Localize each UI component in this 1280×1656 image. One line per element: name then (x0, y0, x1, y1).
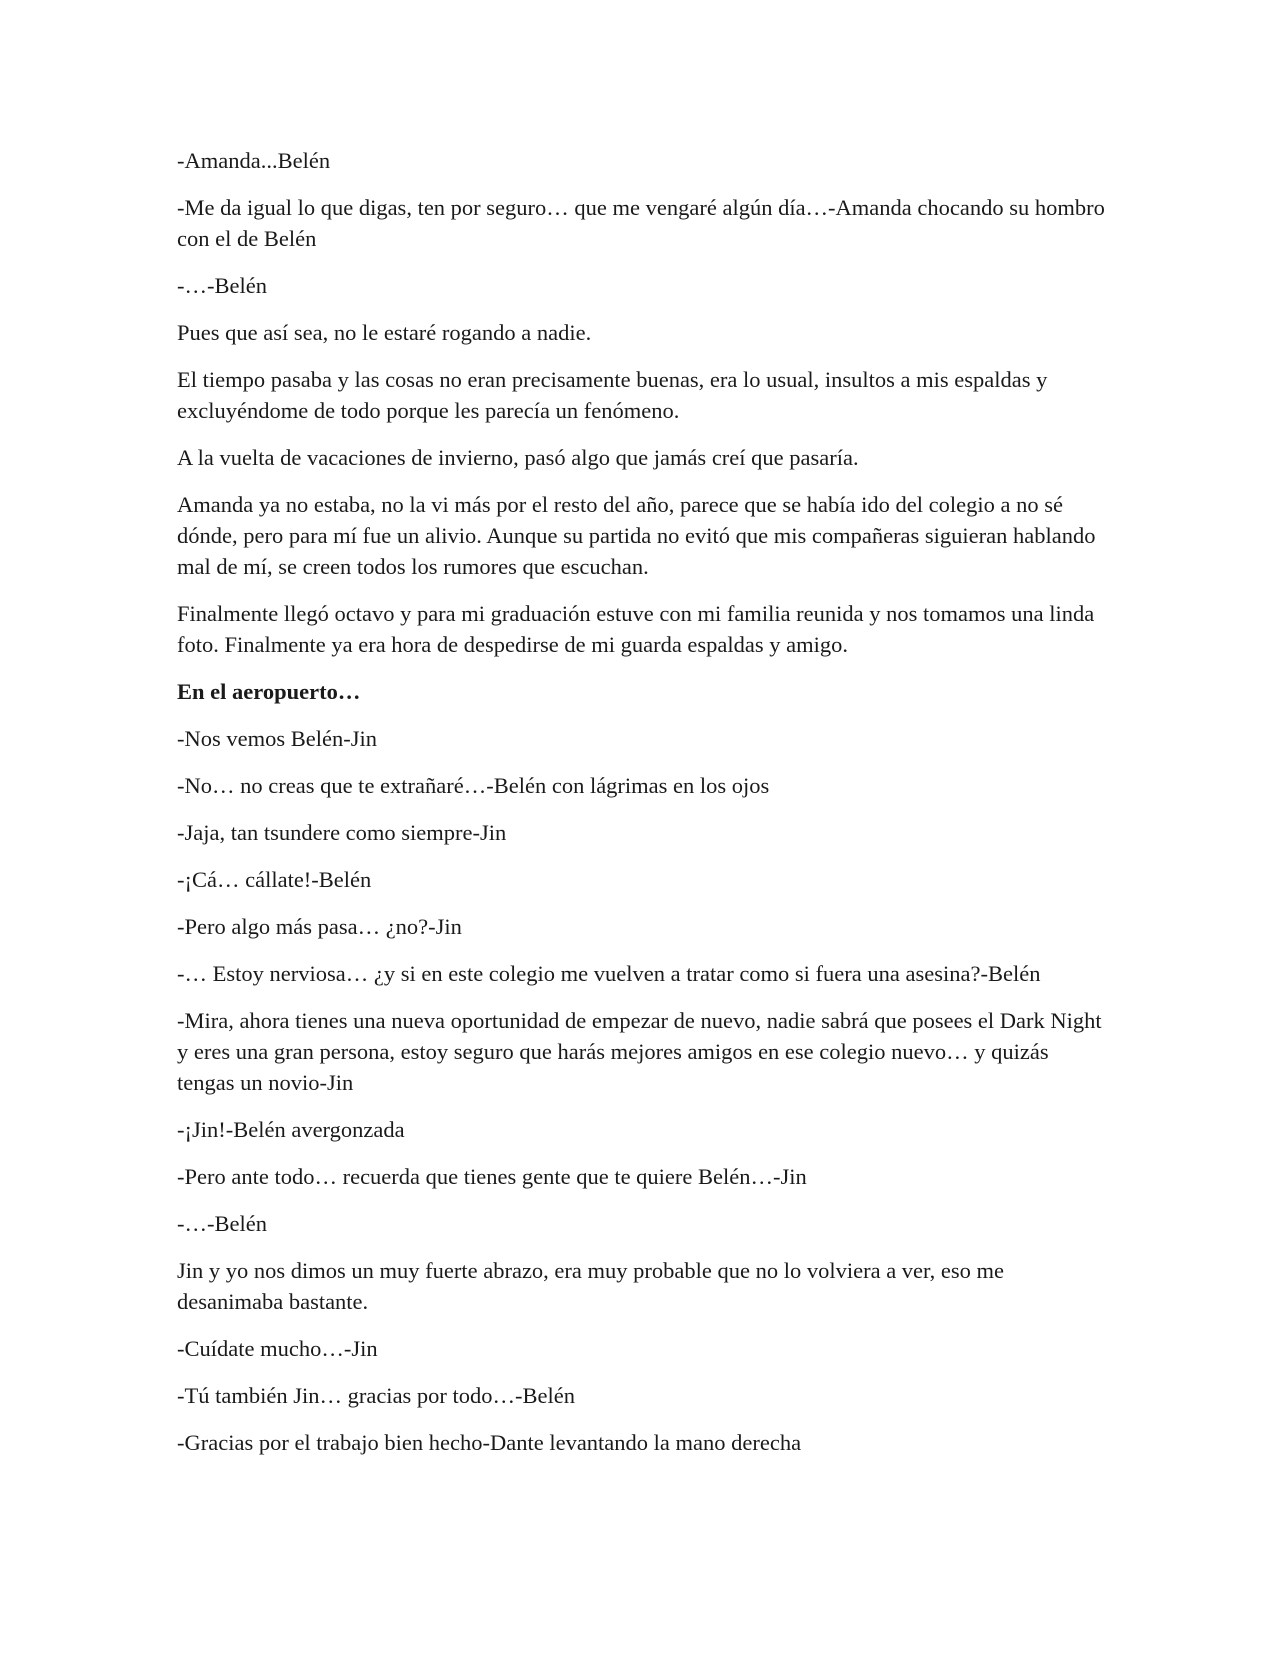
paragraph: -Nos vemos Belén-Jin (177, 726, 377, 751)
paragraph: -¡Cá… cállate!-Belén (177, 867, 372, 892)
paragraph: -Pero ante todo… recuerda que tienes gente que te quiere Belén…-Jin (177, 1164, 807, 1189)
paragraph: -No… no creas que te extrañaré…-Belén con lágrimas en los ojos (177, 773, 770, 798)
paragraph: Finalmente llegó octavo y para mi graduación estuve con mi familia reunida y nos tomamos una linda foto. Finalmente ya era hora de despedirse de mi guarda espaldas y amigo. (177, 601, 1095, 657)
paragraph: -¡Jin!-Belén avergonzada (177, 1117, 405, 1142)
paragraph: A la vuelta de vacaciones de invierno, pasó algo que jamás creí que pasaría. (177, 445, 859, 470)
paragraph: -Pero algo más pasa… ¿no?-Jin (177, 914, 462, 939)
paragraph: El tiempo pasaba y las cosas no eran precisamente buenas, era lo usual, insultos a mis espaldas y excluyéndome de todo porque les parecía un fenómeno. (177, 367, 1048, 423)
paragraph: Jin y yo nos dimos un muy fuerte abrazo, era muy probable que no lo volviera a ver, eso me desanimaba bastante. (177, 1258, 1004, 1314)
paragraph: Pues que así sea, no le estaré rogando a nadie. (177, 320, 592, 345)
paragraph: -Mira, ahora tienes una nueva oportunidad de empezar de nuevo, nadie sabrá que posees el Dark Night y eres una gran persona, estoy seguro que harás mejores amigos en ese colegio nuevo… y quizás tengas un novio-Jin (177, 1008, 1102, 1095)
paragraph: -…-Belén (177, 1211, 267, 1236)
paragraph: -Jaja, tan tsundere como siempre-Jin (177, 820, 507, 845)
paragraph: -… Estoy nerviosa… ¿y si en este colegio me vuelven a tratar como si fuera una asesina?-Belén (177, 961, 1041, 986)
paragraph: -Cuídate mucho…-Jin (177, 1336, 378, 1361)
paragraph: -…-Belén (177, 273, 267, 298)
section-heading: En el aeropuerto… (177, 679, 361, 704)
paragraph: -Amanda...Belén (177, 148, 331, 173)
paragraph: Amanda ya no estaba, no la vi más por el resto del año, parece que se había ido del colegio a no sé dónde, pero para mí fue un alivio. Aunque su partida no evitó que mis compañeras siguieran hablando mal de mí, se creen todos los rumores que escuchan. (177, 492, 1096, 579)
paragraph: -Tú también Jin… gracias por todo…-Belén (177, 1383, 576, 1408)
paragraph: -Gracias por el trabajo bien hecho-Dante levantando la mano derecha (177, 1430, 802, 1455)
document-body (177, 145, 1107, 1474)
paragraph: -Me da igual lo que digas, ten por seguro… que me vengaré algún día…-Amanda chocando su hombro con el de Belén (177, 195, 1105, 251)
